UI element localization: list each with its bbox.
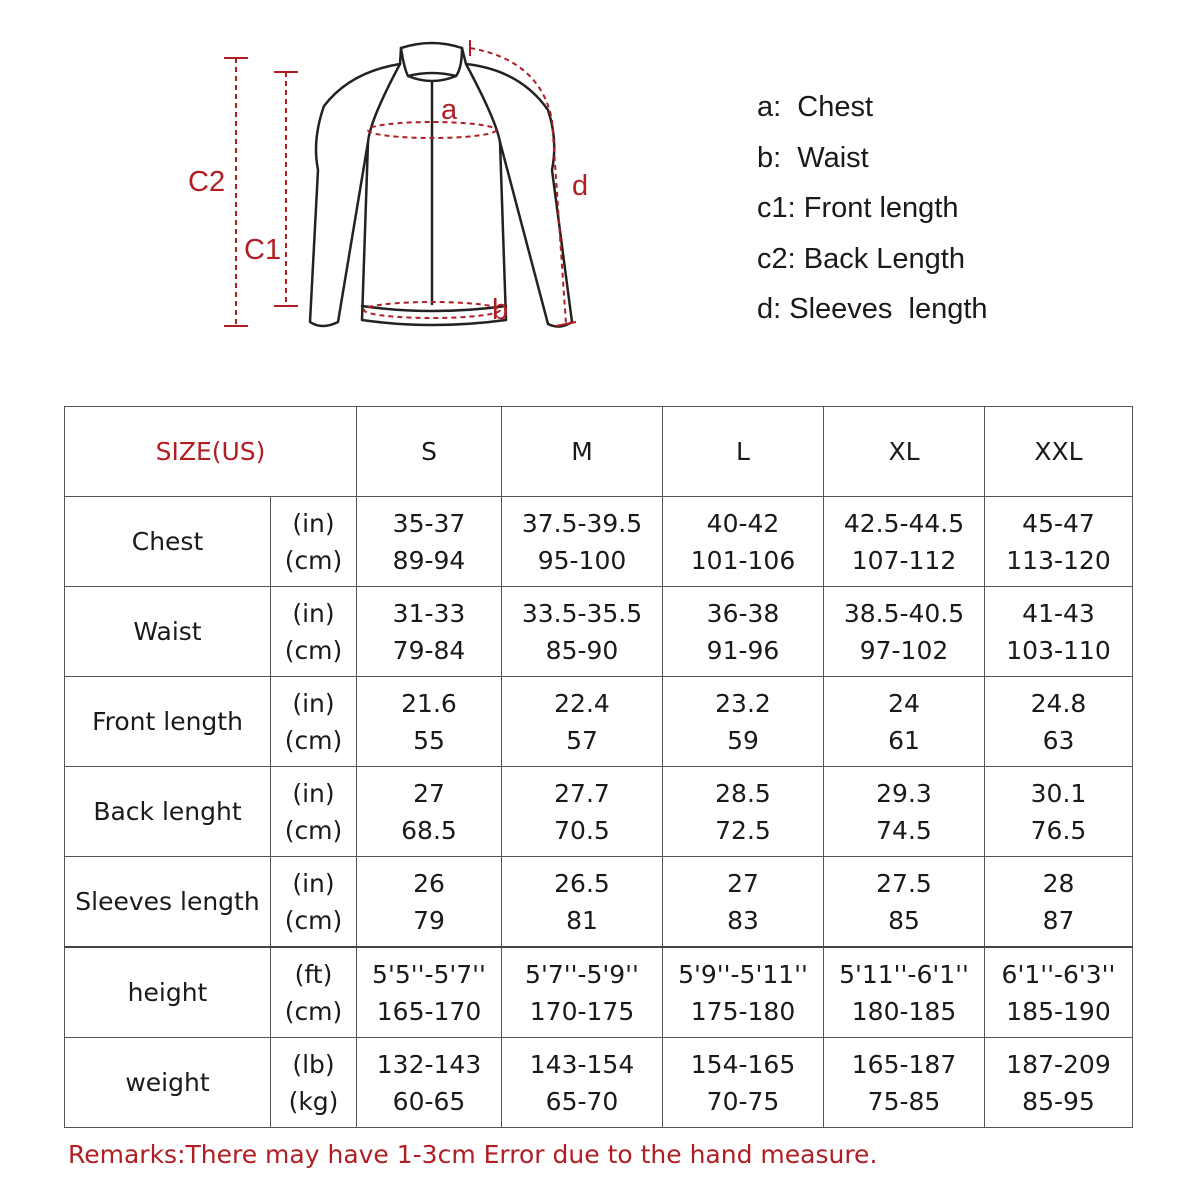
cell-value: 36-38 (706, 598, 780, 628)
cell-value: 26 (413, 868, 445, 898)
label-b: b (492, 294, 509, 326)
cell-value: 30.1 (1030, 778, 1087, 808)
cell-value: 42.5-44.5 (843, 508, 965, 538)
cell-value: 26.5 (554, 868, 610, 898)
unit-labels (271, 857, 357, 948)
table-cell (663, 1038, 824, 1128)
measure-label: Front length (65, 677, 271, 767)
size-l: L (663, 407, 824, 497)
label-c2: C2 (188, 166, 226, 198)
table-cell (502, 587, 663, 677)
cell-value: 6'1''-6'3'' (1001, 959, 1116, 989)
unit-label: (in) (292, 598, 335, 628)
cell-value: 70.5 (554, 815, 610, 845)
measure-label: Chest (65, 497, 271, 587)
table-cell (502, 857, 663, 948)
table-cell (502, 767, 663, 857)
table-cell (824, 947, 985, 1038)
unit-label: (in) (292, 868, 335, 898)
cell-value: 29.3 (876, 778, 932, 808)
unit-label: (lb) (292, 1049, 335, 1079)
table-cell (357, 857, 502, 948)
cell-value: 165-170 (376, 996, 482, 1026)
unit-label: (cm) (284, 996, 343, 1026)
cell-value: 23.2 (715, 688, 771, 718)
table-cell (663, 497, 824, 587)
cell-value: 24.8 (1030, 688, 1087, 718)
cell-value: 27.7 (554, 778, 610, 808)
table-cell (985, 587, 1133, 677)
table-cell (985, 677, 1133, 767)
cell-value: 41-43 (1022, 598, 1095, 628)
measure-label: Waist (65, 587, 271, 677)
cell-value: 107-112 (851, 545, 957, 575)
label-c1: C1 (244, 234, 282, 266)
size-title: SIZE(US) (65, 407, 357, 497)
cell-value: 187-209 (1006, 1049, 1111, 1079)
table-cell (663, 587, 824, 677)
unit-labels (271, 587, 357, 677)
table-cell (663, 767, 824, 857)
cell-value: 70-75 (706, 1086, 780, 1116)
table-cell (985, 947, 1133, 1038)
cell-value: 31-33 (392, 598, 466, 628)
table-cell (663, 947, 824, 1038)
table-cell (357, 767, 502, 857)
table-cell (502, 947, 663, 1038)
size-s: S (357, 407, 502, 497)
cell-value: 37.5-39.5 (521, 508, 643, 538)
cell-value: 5'9''-5'11'' (678, 959, 808, 989)
cell-value: 33.5-35.5 (521, 598, 643, 628)
cell-value: 60-65 (392, 1086, 466, 1116)
table-cell (824, 497, 985, 587)
cell-value: 175-180 (690, 996, 796, 1026)
table-row (65, 767, 1133, 857)
cell-value: 40-42 (706, 508, 780, 538)
unit-label: (in) (292, 508, 335, 538)
measure-label: Back lenght (65, 767, 271, 857)
cell-value: 185-190 (1006, 996, 1111, 1026)
table-cell (357, 947, 502, 1038)
cell-value: 45-47 (1022, 508, 1095, 538)
cell-value: 76.5 (1030, 815, 1087, 845)
jacket-diagram (0, 0, 640, 360)
legend-sleeves-length: d: Sleeves length (757, 293, 988, 325)
remarks-note: Remarks:There may have 1-3cm Error due to the hand measure. (68, 1140, 878, 1169)
unit-labels (271, 767, 357, 857)
measure-label: height (65, 947, 271, 1038)
cell-value: 83 (727, 905, 759, 935)
cell-value: 97-102 (859, 635, 949, 665)
cell-value: 24 (888, 688, 920, 718)
cell-value: 61 (888, 725, 920, 755)
label-a: a (441, 94, 458, 126)
cell-value: 63 (1042, 725, 1075, 755)
cell-value: 5'7''-5'9'' (525, 959, 639, 989)
measurement-legend (757, 82, 988, 335)
cell-value: 87 (1042, 905, 1075, 935)
cell-value: 22.4 (554, 688, 610, 718)
cell-value: 103-110 (1006, 635, 1111, 665)
cell-value: 35-37 (392, 508, 466, 538)
unit-label: (cm) (284, 905, 343, 935)
table-cell (824, 677, 985, 767)
cell-value: 165-187 (851, 1049, 957, 1079)
unit-label: (cm) (284, 545, 343, 575)
cell-value: 55 (413, 725, 445, 755)
table-cell (985, 1038, 1133, 1128)
table-cell (502, 677, 663, 767)
cell-value: 59 (727, 725, 759, 755)
cell-value: 21.6 (401, 688, 457, 718)
legend-back-length: c2: Back Length (757, 242, 965, 275)
cell-value: 95-100 (537, 545, 627, 575)
legend-chest: a: Chest (757, 91, 874, 123)
cell-value: 5'5''-5'7'' (372, 959, 486, 989)
header-row (65, 407, 1133, 497)
cell-value: 72.5 (715, 815, 771, 845)
unit-label: (ft) (294, 959, 333, 989)
cell-value: 27 (413, 778, 445, 808)
unit-label: (in) (292, 688, 335, 718)
cell-value: 68.5 (401, 815, 457, 845)
size-xxl: XXL (985, 407, 1133, 497)
table-cell (357, 677, 502, 767)
unit-labels (271, 1038, 357, 1128)
table-row (65, 1038, 1133, 1128)
measure-label: Sleeves length (65, 857, 271, 948)
table-cell (985, 767, 1133, 857)
cell-value: 91-96 (706, 635, 780, 665)
table-row (65, 587, 1133, 677)
unit-labels (271, 947, 357, 1038)
cell-value: 65-70 (545, 1086, 619, 1116)
cell-value: 5'11''-6'1'' (839, 959, 969, 989)
cell-value: 81 (566, 905, 598, 935)
unit-label: (cm) (284, 635, 343, 665)
table-row (65, 497, 1133, 587)
cell-value: 85-95 (1022, 1086, 1095, 1116)
cell-value: 113-120 (1006, 545, 1111, 575)
cell-value: 143-154 (529, 1049, 635, 1079)
legend-waist: b: Waist (757, 141, 869, 174)
table-cell (824, 1038, 985, 1128)
unit-label: (cm) (284, 725, 343, 755)
label-d: d (572, 170, 589, 202)
table-cell (357, 587, 502, 677)
unit-label: (cm) (284, 815, 343, 845)
table-cell (985, 857, 1133, 948)
table-cell (824, 767, 985, 857)
table-row (65, 857, 1133, 948)
table-row (65, 947, 1133, 1038)
table-cell (824, 587, 985, 677)
cell-value: 27 (727, 868, 759, 898)
unit-label: (kg) (288, 1086, 339, 1116)
cell-value: 74.5 (876, 815, 932, 845)
cell-value: 180-185 (851, 996, 957, 1026)
cell-value: 170-175 (529, 996, 635, 1026)
cell-value: 75-85 (867, 1086, 941, 1116)
measure-label: weight (65, 1038, 271, 1128)
cell-value: 28.5 (715, 778, 771, 808)
jacket-outline (310, 43, 572, 327)
size-m: M (502, 407, 663, 497)
table-cell (824, 857, 985, 948)
table-cell (663, 857, 824, 948)
table-cell (502, 497, 663, 587)
cell-value: 85-90 (545, 635, 619, 665)
cell-value: 57 (566, 725, 598, 755)
cell-value: 28 (1042, 868, 1075, 898)
cell-value: 154-165 (690, 1049, 796, 1079)
unit-labels (271, 677, 357, 767)
size-chart-table (64, 406, 1133, 1128)
sleeve-length-arc (470, 48, 566, 324)
cell-value: 85 (888, 905, 920, 935)
cell-value: 132-143 (376, 1049, 482, 1079)
size-xl: XL (824, 407, 985, 497)
table-cell (502, 1038, 663, 1128)
cell-value: 101-106 (690, 545, 796, 575)
cell-value: 27.5 (876, 868, 932, 898)
cell-value: 38.5-40.5 (843, 598, 965, 628)
table-cell (357, 1038, 502, 1128)
table-cell (357, 497, 502, 587)
cell-value: 89-94 (392, 545, 466, 575)
legend-front-length: c1: Front length (757, 192, 959, 224)
unit-label: (in) (292, 778, 335, 808)
table-cell (663, 677, 824, 767)
cell-value: 79 (413, 905, 445, 935)
unit-labels (271, 497, 357, 587)
table-row (65, 677, 1133, 767)
cell-value: 79-84 (392, 635, 466, 665)
table-cell (985, 497, 1133, 587)
